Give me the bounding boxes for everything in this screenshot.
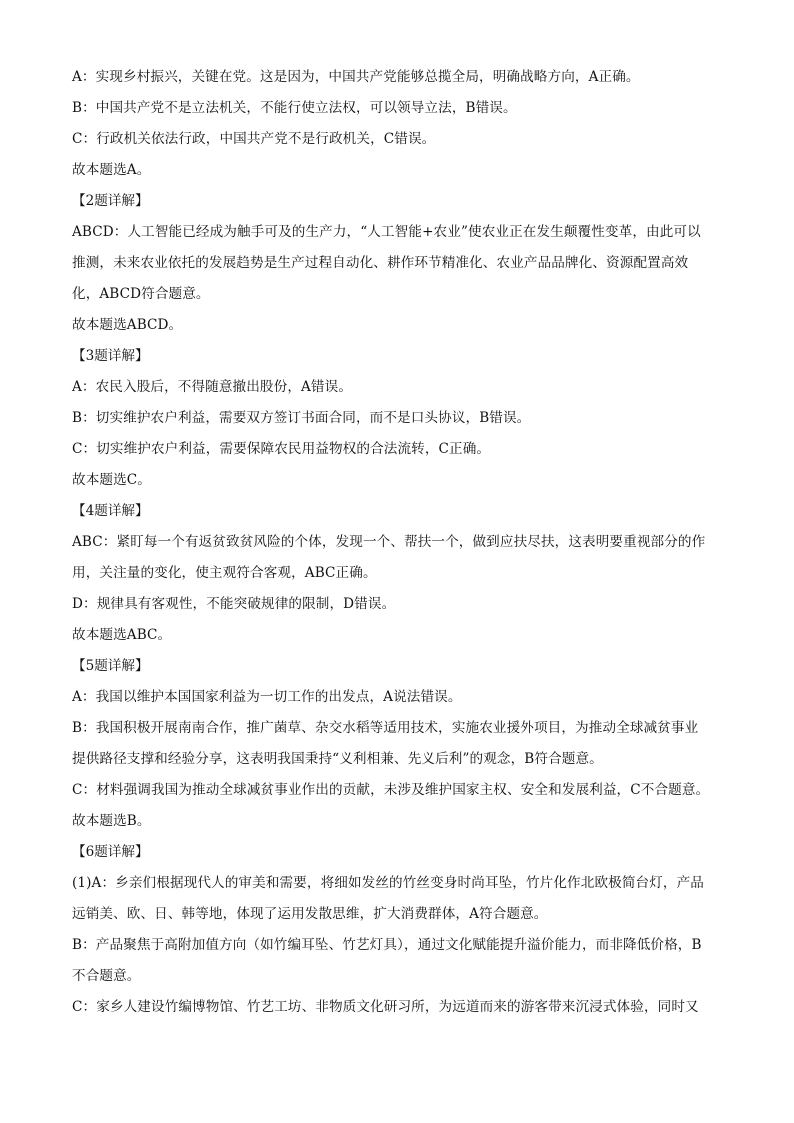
answer-line-3c: C：切实维护农户利益，需要保障农民用益物权的合法流转，C正确。 [72, 441, 491, 457]
answer-line-2c: 化，ABCD符合题意。 [72, 286, 210, 302]
section-heading-3: 【3题详解】 [72, 348, 149, 364]
answer-line-2b: 推测，未来农业依托的发展趋势是生产过程自动化、耕作环节精准化、农业产品品牌化、资源配置高效 [72, 255, 689, 271]
answer-line-6d: 不合题意。 [72, 968, 141, 984]
answer-line-2a: ABCD：人工智能已经成为触手可及的生产力，“人工智能+农业”使农业正在发生颠覆性变革，由此可以 [72, 224, 701, 240]
answer-conclusion-4: 故本题选ABC。 [72, 627, 172, 643]
answer-line-6b: 远销美、欧、日、韩等地，体现了运用发散思维，扩大消费群体，A符合题意。 [72, 906, 548, 922]
answer-conclusion-3: 故本题选C。 [72, 472, 151, 488]
answer-line-4c: D：规律具有客观性，不能突破规律的限制，D错误。 [72, 596, 396, 612]
answer-line-5a: A：我国以维护本国国家利益为一切工作的出发点，A说法错误。 [72, 689, 462, 705]
section-heading-5: 【5题详解】 [72, 658, 149, 674]
answer-line-1b: B：中国共产党不是立法机关，不能行使立法权，可以领导立法，B错误。 [72, 100, 517, 116]
section-heading-4: 【4题详解】 [72, 503, 149, 519]
answer-line-3b: B：切实维护农户利益，需要双方签订书面合同，而不是口头协议，B错误。 [72, 410, 531, 426]
answer-line-5b: B：我国积极开展南南合作，推广菌草、杂交水稻等适用技术，实施农业援外项目，为推动全球减贫事业 [72, 720, 699, 736]
answer-line-6c: B：产品聚焦于高附加值方向（如竹编耳坠、竹艺灯具），通过文化赋能提升溢价能力，而非降低价格，B [72, 937, 702, 953]
document-page [72, 62, 722, 1023]
answer-conclusion-1: 故本题选A。 [72, 162, 151, 178]
answer-line-1a: A：实现乡村振兴，关键在党。这是因为，中国共产党能够总揽全局，明确战略方向，A正确。 [72, 69, 640, 85]
answer-line-4b: 用，关注量的变化，使主观符合客观，ABC正确。 [72, 565, 377, 581]
answer-line-5c: 提供路径支撑和经验分享，这表明我国秉持“义利相兼、先义后利”的观念，B符合题意。 [72, 751, 603, 767]
answer-line-3a: A：农民入股后，不得随意撤出股份，A错误。 [72, 379, 353, 395]
answer-conclusion-5: 故本题选B。 [72, 813, 151, 829]
section-heading-2: 【2题详解】 [72, 193, 149, 209]
answer-line-1c: C：行政机关依法行政，中国共产党不是行政机关，C错误。 [72, 131, 436, 147]
answer-conclusion-2: 故本题选ABCD。 [72, 317, 183, 333]
answer-line-4a: ABC：紧盯每一个有返贫致贫风险的个体，发现一个、帮扶一个，做到应扶尽扶，这表明要重视部分的作 [72, 534, 706, 550]
answer-line-6e: C：家乡人建设竹编博物馆、竹艺工坊、非物质文化研习所，为远道而来的游客带来沉浸式体验，同时又 [72, 999, 699, 1015]
section-heading-6: 【6题详解】 [72, 844, 149, 860]
answer-line-5d: C：材料强调我国为推动全球减贫事业作出的贡献，未涉及维护国家主权、安全和发展利益，C不合题意。 [72, 782, 710, 798]
answer-line-6a: (1)A：乡亲们根据现代人的审美和需要，将细如发丝的竹丝变身时尚耳坠，竹片化作北欧极简台灯，产品 [72, 875, 704, 891]
